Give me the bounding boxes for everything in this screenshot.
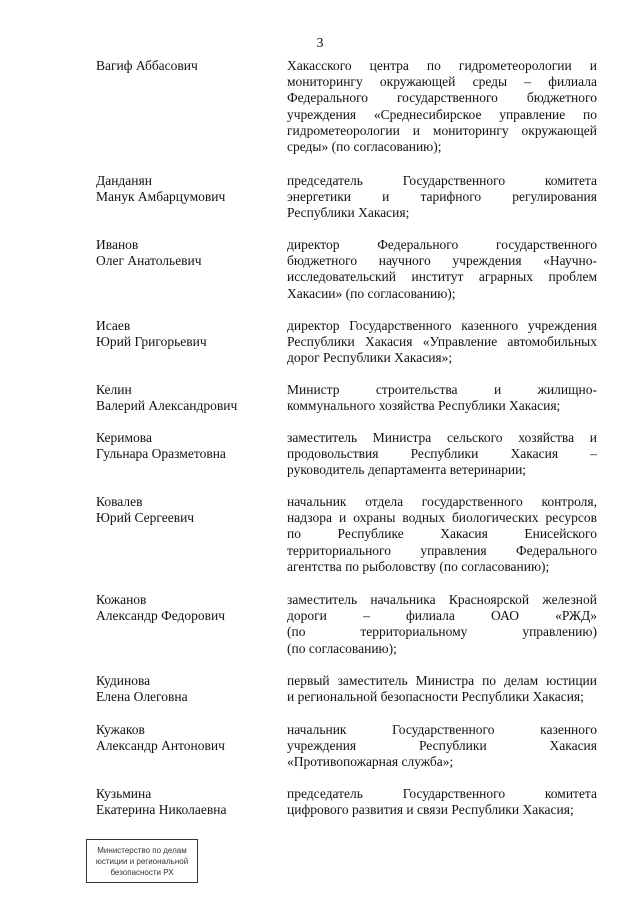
role-line: бюджетного научного учреждения «Научно-	[287, 253, 597, 269]
member-role	[287, 58, 597, 155]
role-line: директор Государственного казенного учреждения	[287, 318, 597, 333]
ministry-stamp	[86, 839, 198, 883]
member-name-line: Данданян	[96, 173, 152, 188]
member-name-line: Гульнара Оразметовна	[96, 446, 226, 462]
role-line: учреждения «Среднесибирское управление по	[287, 106, 597, 122]
role-line: (по согласованию);	[287, 640, 397, 656]
member-name-line: Елена Олеговна	[96, 689, 188, 705]
member-name-line: Александр Федорович	[96, 608, 226, 624]
role-line: руководитель департамента ветеринарии;	[287, 462, 527, 478]
role-line: первый заместитель Министра по делам юстиции	[287, 673, 597, 688]
member-name-line: Кожанов	[96, 592, 147, 607]
role-line: Министр строительства и жилищно-	[287, 382, 597, 397]
role-line: коммунального хозяйства Республики Хакасия;	[287, 398, 561, 414]
member-name-line: Екатерина Николаевна	[96, 802, 227, 818]
role-line: территориального управления Федерального	[287, 542, 597, 558]
stamp-line: юстиции и региональной	[95, 856, 189, 866]
member-name-line: Олег Анатольевич	[96, 253, 202, 269]
role-line: председатель Государственного комитета	[287, 173, 597, 188]
role-line: начальник Государственного казенного	[287, 722, 597, 737]
role-line: заместитель начальника Красноярской железной	[287, 592, 597, 607]
role-line: Республики Хакасия;	[287, 205, 410, 221]
member-name	[96, 58, 276, 74]
role-line: дороги – филиала ОАО «РЖД»	[287, 608, 597, 624]
role-line: дорог Республики Хакасия»;	[287, 350, 453, 366]
member-name-line: Юрий Григорьевич	[96, 334, 207, 350]
member-name-line: Кузьмина	[96, 786, 152, 801]
stamp-line: Министерство по делам	[97, 845, 187, 855]
member-role	[287, 318, 597, 367]
member-role	[287, 382, 597, 414]
stamp-line: безопасности РХ	[110, 867, 174, 877]
role-line: надзора и охраны водных биологических ресурсов	[287, 510, 597, 526]
member-role	[287, 430, 597, 479]
member-role	[287, 237, 597, 302]
role-line: мониторингу окружающей среды – филиала	[287, 74, 597, 90]
member-name	[96, 318, 276, 350]
role-line: гидрометеорологии и мониторингу окружающей	[287, 122, 597, 138]
member-name	[96, 430, 276, 462]
role-line: агентства по рыболовству (по согласованию);	[287, 558, 550, 574]
member-name	[96, 592, 276, 624]
role-line: Хакасского центра по гидрометеорологии и	[287, 58, 597, 73]
role-line: энергетики и тарифного регулирования	[287, 189, 597, 205]
member-name-line: Вагиф Аббасович	[96, 58, 198, 73]
member-name-line: Иванов	[96, 237, 139, 252]
member-name	[96, 382, 276, 414]
member-role	[287, 592, 597, 657]
member-role	[287, 722, 597, 771]
role-line: «Противопожарная служба»;	[287, 754, 454, 770]
member-name-line: Манук Амбарцумович	[96, 189, 226, 205]
member-name	[96, 494, 276, 526]
member-name-line: Кужаков	[96, 722, 145, 737]
member-name-line: Кудинова	[96, 673, 151, 688]
role-line: заместитель Министра сельского хозяйства и	[287, 430, 597, 445]
member-name	[96, 173, 276, 205]
role-line: Хакасии» (по согласованию);	[287, 285, 456, 301]
role-line: директор Федерального государственного	[287, 237, 597, 252]
member-role	[287, 673, 597, 705]
member-name-line: Юрий Сергеевич	[96, 510, 195, 526]
member-name-line: Валерий Александрович	[96, 398, 238, 414]
member-name	[96, 673, 276, 705]
member-name-line: Ковалев	[96, 494, 143, 509]
member-name-line: Келин	[96, 382, 132, 397]
role-line: начальник отдела государственного контроля,	[287, 494, 597, 509]
page-number: 3	[316, 36, 324, 51]
member-name	[96, 722, 276, 754]
role-line: учреждения Республики Хакасия	[287, 738, 597, 754]
role-line: Федерального государственного бюджетного	[287, 90, 597, 106]
member-role	[287, 786, 597, 818]
role-line: среды» (по согласованию);	[287, 139, 442, 155]
member-name	[96, 786, 276, 818]
role-line: по Республике Хакасия Енисейского	[287, 526, 597, 542]
member-name-line: Александр Антонович	[96, 738, 225, 754]
member-role	[287, 173, 597, 222]
role-line: цифрового развития и связи Республики Хакасия;	[287, 802, 574, 818]
role-line: исследовательский институт аграрных проблем	[287, 269, 597, 285]
member-name	[96, 237, 276, 269]
member-name-line: Керимова	[96, 430, 152, 445]
role-line: председатель Государственного комитета	[287, 786, 597, 801]
role-line: (по территориальному управлению)	[287, 624, 597, 640]
role-line: продовольствия Республики Хакасия –	[287, 446, 597, 462]
role-line: Республики Хакасия «Управление автомобильных	[287, 334, 597, 350]
member-name-line: Исаев	[96, 318, 131, 333]
member-role	[287, 494, 597, 575]
role-line: и региональной безопасности Республики Хакасия;	[287, 689, 584, 705]
